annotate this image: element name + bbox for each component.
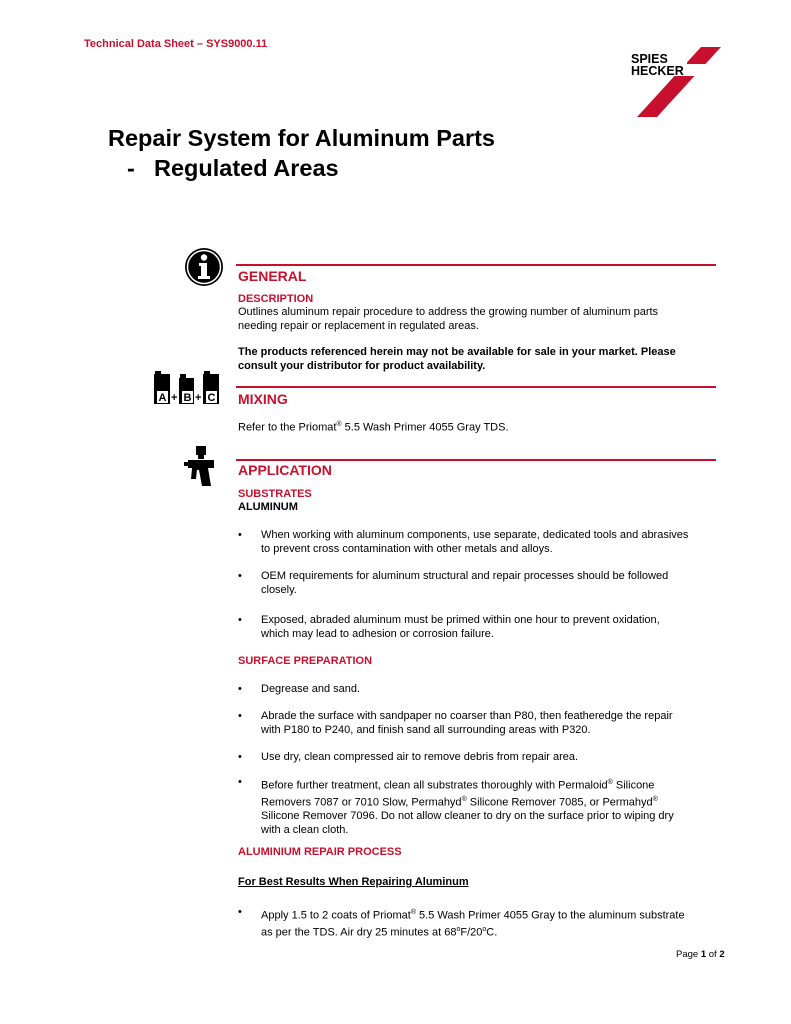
reg-mark: ® <box>652 796 658 804</box>
bullet-text: which may lead to adhesion or corrosion failure. <box>261 627 494 640</box>
logo-line1: SPIES <box>631 52 668 66</box>
list-item <box>238 614 718 641</box>
bullet-dot: • <box>238 529 242 541</box>
info-icon <box>184 247 224 287</box>
reg-mark: ® <box>410 909 416 916</box>
bullet-text: with P180 to P240, and finish sand all surrounding areas with P320. <box>261 723 591 736</box>
bullet-text: F/20 <box>460 926 483 939</box>
bullet-text: Silicone <box>612 779 655 792</box>
availability-line1: The products referenced herein may not be available for sale in your market. Please <box>238 346 676 358</box>
can-b-label: B <box>183 392 192 404</box>
can-c-label: C <box>207 392 216 404</box>
list-item <box>238 710 718 737</box>
bullet-text: Silicone Remover 7096. Do not allow cleaner to dry on the surface prior to wiping dry <box>261 810 674 823</box>
application-rule <box>236 459 716 461</box>
title-line1: Repair System for Aluminum Parts <box>108 125 495 151</box>
list-item <box>238 570 718 597</box>
spray-gun-icon <box>184 446 220 488</box>
bullet-text: Before further treatment, clean all substrates thoroughly with Permaloid <box>261 779 608 792</box>
of-word: of <box>708 949 717 960</box>
list-item <box>238 683 718 697</box>
list-item <box>238 751 718 765</box>
mixing-text <box>238 418 509 435</box>
plus-sign-2: + <box>195 392 202 404</box>
bullet-text: When working with aluminum components, use separate, dedicated tools and abrasives <box>261 529 689 541</box>
title-dash: - <box>127 155 135 181</box>
plus-sign-1: + <box>171 392 178 404</box>
availability-line2: consult your distributor for product availability. <box>238 359 486 372</box>
title-line2: Regulated Areas <box>154 155 339 181</box>
mixing-text-post: 5.5 Wash Primer 4055 Gray TDS. <box>341 421 509 434</box>
degree-mark: o <box>456 926 461 934</box>
bullet-dot: • <box>238 614 242 626</box>
general-rule <box>236 264 716 266</box>
bullet-text: Degrease and sand. <box>261 683 361 695</box>
mixing-text-pre: Refer to the Priomat <box>238 421 337 434</box>
logo-line2: HECKER <box>631 64 684 78</box>
description-line2: needing repair or replacement in regulated areas. <box>238 319 479 332</box>
bullet-text: to prevent cross contamination with other metals and alloys. <box>261 542 553 555</box>
list-item <box>238 906 718 940</box>
availability-note <box>238 346 676 373</box>
bullet-dot: • <box>238 710 242 722</box>
mixing-rule <box>236 386 716 388</box>
description-line1: Outlines aluminum repair procedure to address the growing number of aluminum parts <box>238 306 659 318</box>
substrates-heading: SUBSTRATES <box>238 488 312 500</box>
page-total: 2 <box>719 949 725 960</box>
reg-mark: ® <box>607 779 613 786</box>
mixing-heading: MIXING <box>238 391 288 407</box>
bullet-text: OEM requirements for aluminum structural and repair processes should be followed <box>261 570 669 582</box>
bullet-text: Abrade the surface with sandpaper no coarser than P80, then featheredge the repair <box>261 710 673 722</box>
surface-prep-heading: SURFACE PREPARATION <box>238 655 373 667</box>
bullet-text: Exposed, abraded aluminum must be primed within one hour to prevent oxidation, <box>261 614 660 626</box>
general-heading: GENERAL <box>238 268 307 284</box>
bullet-text: Apply 1.5 to 2 coats of Priomat <box>261 909 411 922</box>
page-number <box>676 949 725 960</box>
bullet-dot: • <box>238 683 242 695</box>
reg-mark: ® <box>461 796 467 804</box>
can-a-label: A <box>158 392 167 404</box>
description-heading: DESCRIPTION <box>238 293 314 305</box>
spies-hecker-logo <box>627 47 721 117</box>
bullet-text: 5.5 Wash Primer 4055 Gray to the aluminum substrate <box>415 909 685 922</box>
best-results-heading: For Best Results When Repairing Aluminum <box>238 876 469 888</box>
bullet-dot: • <box>238 570 242 582</box>
mixing-cans-icon <box>152 371 226 405</box>
bullet-text: Use dry, clean compressed air to remove debris from repair area. <box>261 751 579 763</box>
bullet-dot: • <box>238 776 242 788</box>
list-item <box>238 776 718 837</box>
substrate-name: ALUMINUM <box>238 501 298 513</box>
degree-mark: o <box>482 926 487 934</box>
bullet-text: Silicone Remover 7085, or Permahyd <box>466 796 653 809</box>
bullet-text: Removers 7087 or 7010 Slow, Permahyd <box>261 796 462 809</box>
reg-mark: ® <box>336 421 342 428</box>
doc-label: Technical Data Sheet – SYS9000.11 <box>84 38 268 50</box>
page-word: Page <box>676 949 699 960</box>
list-item <box>238 529 718 556</box>
bullet-text: with a clean cloth. <box>261 823 349 836</box>
bullet-text: closely. <box>261 583 297 596</box>
page-title <box>108 123 495 183</box>
repair-process-heading: ALUMINIUM REPAIR PROCESS <box>238 846 402 858</box>
bullet-dot: • <box>238 906 242 918</box>
bullet-text: C. <box>486 926 498 939</box>
page-current: 1 <box>700 949 707 960</box>
bullet-text: as per the TDS. Air dry 25 minutes at 68 <box>261 926 457 939</box>
description-text <box>238 306 658 333</box>
bullet-dot: • <box>238 751 242 763</box>
application-heading: APPLICATION <box>238 462 332 478</box>
